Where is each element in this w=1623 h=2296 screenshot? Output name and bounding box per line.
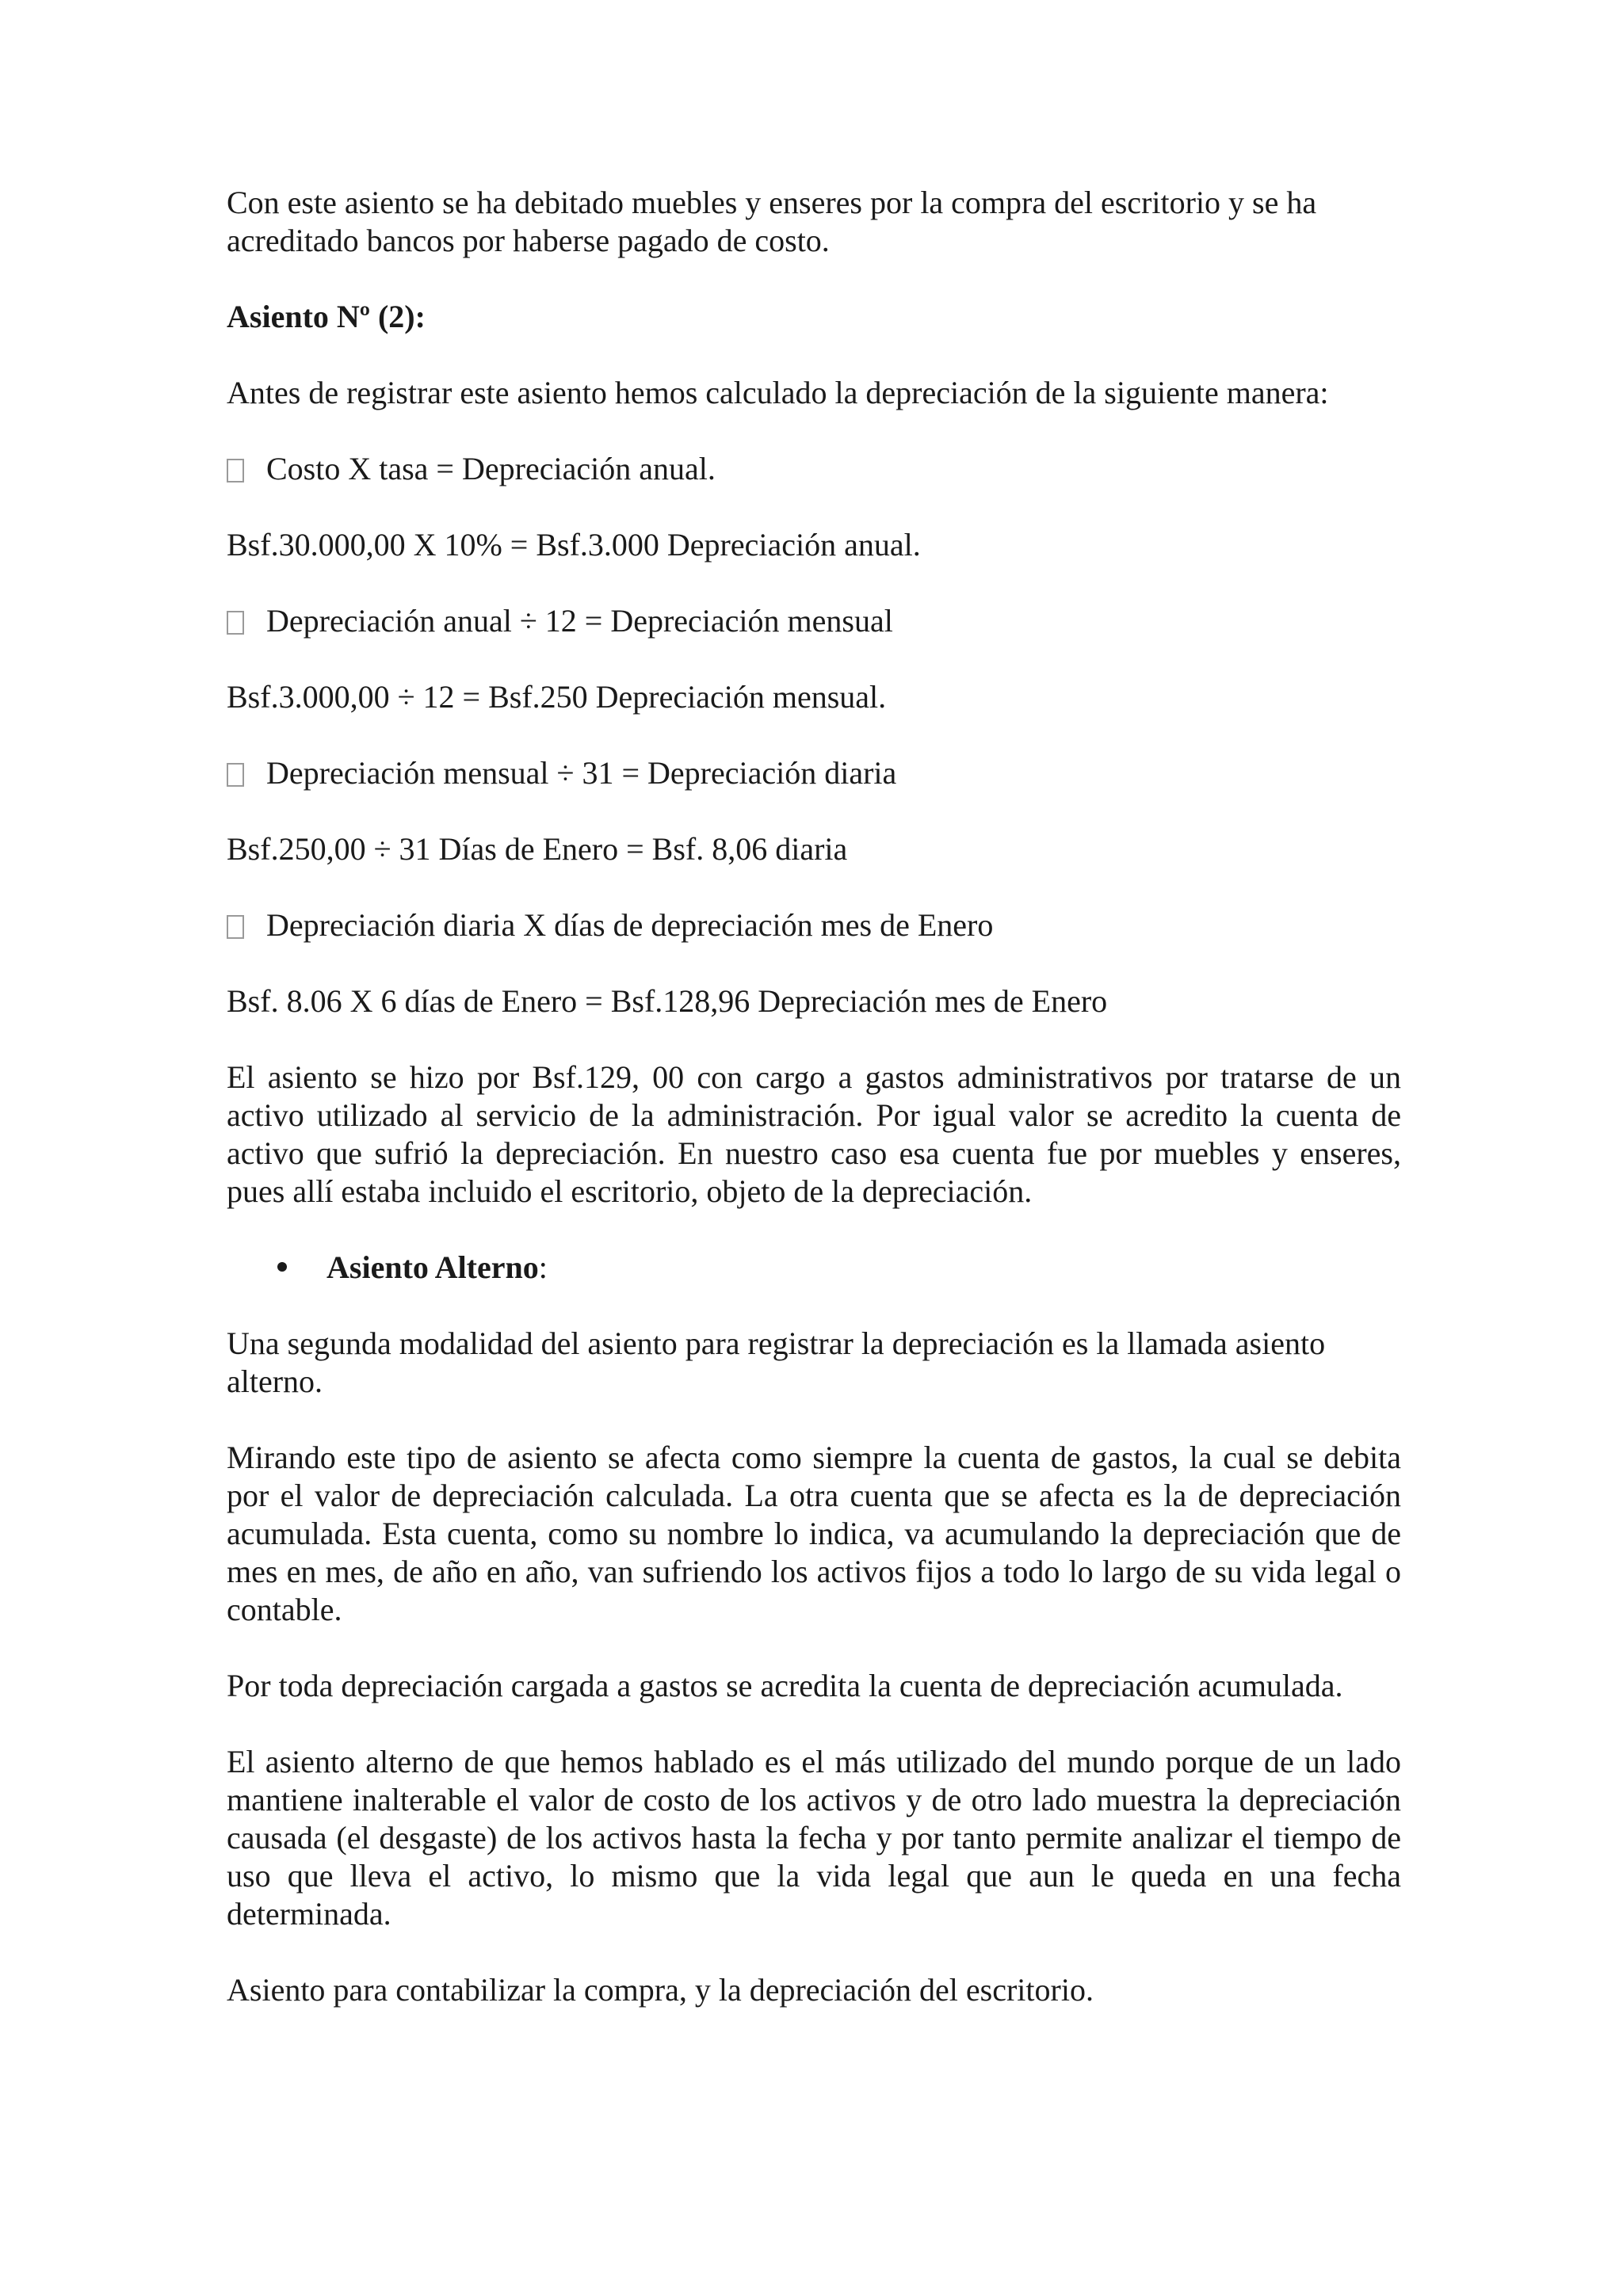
- missing-glyph-box-icon: [227, 915, 244, 939]
- paragraph-final: Asiento para contabilizar la compra, y la depreciación del escritorio.: [227, 1972, 1094, 2008]
- missing-glyph-box-icon: [227, 459, 244, 482]
- missing-glyph-box-icon: [227, 611, 244, 635]
- step-costo-tasa: [227, 450, 1401, 488]
- bullet-asiento-alterno: [227, 1249, 1401, 1287]
- paragraph-mirando: Mirando este tipo de asiento se afecta como siempre la cuenta de gastos, la cual se debita por el valor de depreciación calculada. La otra cuenta que se afecta es la de depreciación acumulada. Esta cuenta, como su nombre lo indica, va acumulando la depreciación que de mes en mes, de año en año, van sufriendo los activos fijos a todo lo largo de su vida legal o contable.: [227, 1440, 1401, 1627]
- step-text: Depreciación diaria X días de depreciación mes de Enero: [266, 907, 994, 943]
- missing-glyph-box-icon: [227, 763, 244, 787]
- step-depreciacion-enero: [227, 906, 1401, 944]
- document-body: [227, 184, 1401, 2009]
- step-text: Depreciación mensual ÷ 31 = Depreciación diaria: [266, 755, 897, 791]
- paragraph-modalidad: Una segunda modalidad del asiento para registrar la depreciación es la llamada asiento alterno.: [227, 1325, 1326, 1399]
- step-depreciacion-mensual: [227, 602, 1401, 640]
- paragraph-asiento-cargo: El asiento se hizo por Bsf.129, 00 con cargo a gastos administrativos por tratarse de un activo utilizado al servicio de la administración. Por igual valor se acredito la cuenta de activo que sufrió la depreciación. En nuestro caso esa cuenta fue por muebles y enseres, pues allí estaba incluido el escritorio, objeto de la depreciación.: [227, 1059, 1401, 1209]
- paragraph-intro: Antes de registrar este asiento hemos calculado la depreciación de la siguiente manera:: [227, 375, 1329, 410]
- heading-asiento-2: Asiento Nº (2):: [227, 299, 426, 334]
- paragraph-debit-credit: Con este asiento se ha debitado muebles y enseres por la compra del escritorio y se ha acreditado bancos por haberse pagado de costo.: [227, 185, 1317, 258]
- calc-depreciacion-diaria: Bsf.250,00 ÷ 31 Días de Enero = Bsf. 8,06 diaria: [227, 831, 848, 867]
- bullet-title: Asiento Alterno: [327, 1249, 539, 1285]
- calc-depreciacion-anual: Bsf.30.000,00 X 10% = Bsf.3.000 Depreciación anual.: [227, 527, 921, 563]
- paragraph-asiento-alterno: El asiento alterno de que hemos hablado es el más utilizado del mundo porque de un lado mantiene inalterable el valor de costo de los activos y de otro lado muestra la depreciación causada (el desgaste) de los activos hasta la fecha y por tanto permite analizar el tiempo de uso que lleva el activo, lo mismo que la vida legal que aun le queda en una fecha determinada.: [227, 1744, 1401, 1932]
- calc-depreciacion-enero: Bsf. 8.06 X 6 días de Enero = Bsf.128,96 Depreciación mes de Enero: [227, 983, 1108, 1019]
- step-depreciacion-diaria: [227, 754, 1401, 792]
- bullet-dot-icon: [277, 1262, 287, 1272]
- step-text: Costo X tasa = Depreciación anual.: [266, 451, 716, 486]
- calc-depreciacion-mensual: Bsf.3.000,00 ÷ 12 = Bsf.250 Depreciación mensual.: [227, 679, 887, 715]
- bullet-colon: :: [538, 1249, 548, 1285]
- paragraph-toda-depreciacion: Por toda depreciación cargada a gastos se acredita la cuenta de depreciación acumulada.: [227, 1668, 1343, 1703]
- step-text: Depreciación anual ÷ 12 = Depreciación mensual: [266, 603, 893, 639]
